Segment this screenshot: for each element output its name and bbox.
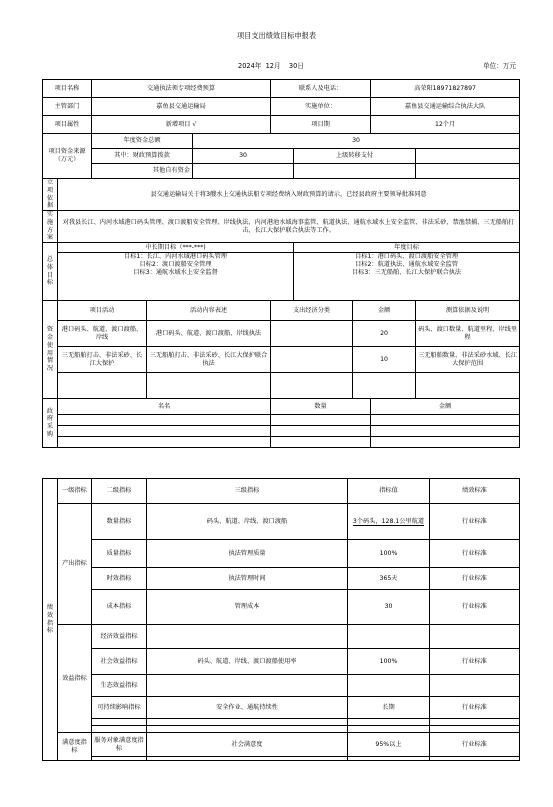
perf-value: 30 [348, 590, 430, 625]
perf-l2: 经济效益指标 [92, 625, 147, 649]
attr-label: 项目属性 [43, 116, 92, 134]
dept-value: 嘉鱼县交通运输局 [92, 98, 271, 116]
perf-value: 365天 [348, 568, 430, 590]
perf-std: 行业标准 [430, 504, 520, 540]
perf-std: 行业标准 [430, 697, 520, 719]
period-label: 项目期 [271, 116, 371, 134]
fiscal-value: 30 [193, 149, 294, 164]
basis-label: 立项依据 [43, 179, 58, 211]
mid-term-goals [58, 253, 294, 301]
satisfaction-indicator-label: 满意度指标 [58, 733, 92, 761]
perf-l2: 生态效益指标 [92, 675, 147, 697]
perf-l2: 质量指标 [92, 540, 147, 568]
perf-l3: 安全作业、通航持续性 [147, 697, 348, 719]
fund-row-content: 三无船舶打击、非法采砂、长江大保护联合执法 [147, 347, 271, 373]
perf-l2: 社会效益指标 [92, 649, 147, 675]
annual-total-label: 年度资金总额 [92, 134, 193, 149]
perf-l3 [147, 675, 348, 697]
perf-l2: 服务对象满意度指标 [92, 733, 147, 757]
project-name-label: 项目名称 [43, 80, 92, 98]
unit-label: 单位：万元 [483, 62, 516, 70]
fund-use-header-basis: 测算依据及说明 [416, 301, 520, 321]
perf-l3 [147, 625, 348, 649]
perf-value: 长期 [348, 697, 430, 719]
perf-l3: 管理成本 [147, 590, 348, 625]
plan-label: 实施方案 [43, 211, 58, 243]
form-title: 项目支出绩效目标申报表 [236, 31, 317, 40]
own-funds-label: 其他自有资金 [92, 164, 193, 179]
transfer-value [416, 149, 520, 164]
fund-row-amount: 20 [353, 321, 416, 347]
year-goal-item: 目标3：三无船舶、长江大保护联合执法 [351, 268, 462, 276]
perf-std: 行业标准 [430, 733, 520, 757]
fiscal-label: 其中：财政预算拨款 [92, 149, 193, 164]
funds-label: 项目资金来源（万元） [43, 134, 92, 179]
perf-l3: 社会满意度 [147, 733, 348, 757]
fund-row-basis: 三无船舶数量、非法采砂水域、长江大保护范围 [416, 347, 520, 373]
fund-row-content: 港口码头、航道、渡口渡船、岸线执法 [147, 321, 271, 347]
fund-use-header-amount: 金额 [353, 301, 416, 321]
perf-l3: 码头、航道、岸线、渡口渡船使用率 [147, 649, 348, 675]
basis-text: 县交通运输局关于将3艘水上交通执法船专项经费纳入财政预算的请示，已经县政府主要领导批准同意 [58, 179, 520, 211]
perf-l3: 执法管理时间 [147, 568, 348, 590]
perf-value: 100% [348, 540, 430, 568]
perf-std: 行业标准 [430, 649, 520, 675]
perf-l3: 码头、航道、岸线、渡口渡船 [147, 504, 348, 540]
benefit-indicator-label: 效益指标 [58, 625, 92, 733]
mid-goal-item: 目标3：通航水域水上安全监督 [133, 268, 218, 276]
period-value: 12个月 [371, 116, 520, 134]
goals-label: 总体目标 [43, 243, 58, 301]
perf-header-value: 指标值 [348, 479, 430, 504]
perf-value: 100% [348, 649, 430, 675]
fund-row-basis: 码头、渡口数量、航道里程、岸线里程 [416, 321, 520, 347]
annual-goal-header: 年度目标 [294, 243, 520, 253]
perf-std: 行业标准 [430, 540, 520, 568]
annual-goals [294, 253, 520, 301]
fund-row-activity: 三无船舶打击、非法采砂、长江大保护 [58, 347, 147, 373]
contact-label: 联系人及电话： [271, 80, 371, 98]
attr-value: 新增项目 √ [92, 116, 271, 134]
mid-goal-item: 目标1：长江、内河水域港口码头管理 [124, 253, 227, 260]
transfer-label: 上级转移支付 [294, 149, 416, 164]
application-form-upper [42, 79, 520, 448]
fund-use-label: 资金使用情况 [43, 301, 58, 399]
fund-use-header-content: 活动内容表述 [147, 301, 271, 321]
fund-use-header-activity: 项目活动 [58, 301, 147, 321]
year-goal-item: 目标2：航道执法、通航水域安全监管 [355, 260, 459, 268]
fund-use-header-econ: 支出经济分类 [271, 301, 353, 321]
perf-l2: 成本指标 [92, 590, 147, 625]
perf-std: 行业标准 [430, 590, 520, 625]
impl-unit-value: 嘉鱼县交通运输综合执法大队 [371, 98, 520, 116]
fund-row-econ [271, 321, 353, 347]
own-funds-value [193, 164, 294, 179]
annual-total-value: 30 [193, 134, 520, 149]
perf-std [430, 625, 520, 649]
perf-value [348, 675, 430, 697]
project-name-value: 交通执法领专项经费预算 [92, 80, 271, 98]
perf-value [348, 625, 430, 649]
dept-label: 主管部门 [43, 98, 92, 116]
perf-l2: 可持续影响指标 [92, 697, 147, 719]
perf-header-l1: 一级指标 [58, 479, 92, 504]
performance-indicators [42, 478, 520, 761]
fund-row-activity: 港口码头、航道、渡口渡船、岸线 [58, 321, 147, 347]
procurement-header-amount: 金额 [371, 399, 520, 415]
impl-unit-label: 实施单位： [271, 98, 371, 116]
perf-l2: 数量指标 [92, 504, 147, 540]
output-indicator-label: 产出指标 [58, 504, 92, 625]
perf-label: 绩效指标 [43, 479, 58, 761]
procurement-header-qty: 数量 [271, 399, 371, 415]
fund-row-amount: 10 [353, 347, 416, 373]
perf-header-l3: 三级指标 [147, 479, 348, 504]
fill-date: 2024年 12月 30日 [238, 62, 304, 70]
perf-l2: 时效指标 [92, 568, 147, 590]
perf-header-std: 绩效标准 [430, 479, 520, 504]
perf-std [430, 675, 520, 697]
mid-term-goal-header: 中长期目标（***-***) [58, 243, 294, 253]
mid-goal-item: 目标2：渡口渡船安全管理 [139, 260, 212, 268]
procurement-header-name: 名名 [58, 399, 271, 415]
perf-l3: 执法管理质量 [147, 540, 348, 568]
procurement-label: 政府采购 [43, 399, 58, 448]
year-goal-item: 目标1：港口码头、渡口渡船安全管理 [355, 253, 459, 260]
perf-value: 3个码头，128.1公里航道 [348, 504, 430, 540]
plan-text: 对我县长江、内河水域港口码头管理、渡口渡船安全管理、岸线执法、内河港池水域海事监管、航道执法、通航水域水上安全监管、非法采砂、禁渔禁捕、三无船舶打击、长江大保护联合执法等工作。 [58, 211, 520, 243]
perf-value: 95%以上 [348, 733, 430, 757]
perf-std: 行业标准 [430, 568, 520, 590]
contact-value: 高荣阳18971827897 [371, 80, 520, 98]
fund-row-econ [271, 347, 353, 373]
perf-header-l2: 二级指标 [92, 479, 147, 504]
